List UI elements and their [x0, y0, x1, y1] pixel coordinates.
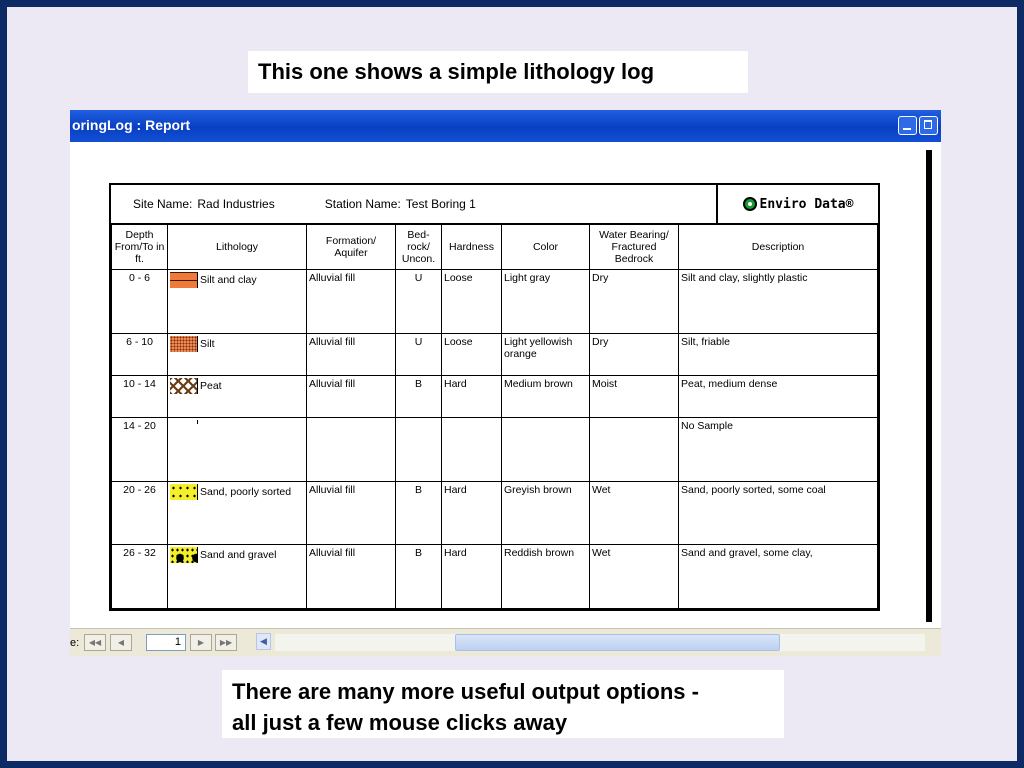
- color-cell: [502, 418, 590, 482]
- lithology-cell: Silt and clay: [200, 274, 257, 286]
- maximize-button[interactable]: [919, 116, 938, 135]
- navigation-bar: [70, 628, 941, 656]
- scroll-left-button[interactable]: ◀: [256, 633, 271, 650]
- depth-cell: 10 - 14: [112, 376, 168, 418]
- column-header: Color: [502, 225, 590, 270]
- table-header-row: [112, 225, 878, 270]
- color-cell: Greyish brown: [502, 482, 590, 545]
- caption-bottom-line2: all just a few mouse clicks away: [232, 710, 568, 735]
- column-header: Bed- rock/ Uncon.: [396, 225, 442, 270]
- first-page-button[interactable]: ◀◀: [84, 634, 106, 651]
- depth-cell: 0 - 6: [112, 270, 168, 334]
- page-label: e:: [70, 637, 80, 649]
- column-header: Hardness: [442, 225, 502, 270]
- table-row: [112, 376, 878, 418]
- color-cell: Reddish brown: [502, 545, 590, 609]
- description-cell: Peat, medium dense: [679, 376, 878, 418]
- formation-cell: Alluvial fill: [307, 270, 396, 334]
- hardness-cell: Hard: [442, 482, 502, 545]
- bedrock-cell: B: [396, 376, 442, 418]
- hardness-cell: Hard: [442, 545, 502, 609]
- next-page-button[interactable]: ▶: [190, 634, 212, 651]
- description-cell: Silt, friable: [679, 334, 878, 376]
- hardness-cell: Loose: [442, 270, 502, 334]
- bedrock-cell: [396, 418, 442, 482]
- formation-cell: Alluvial fill: [307, 482, 396, 545]
- table-row: [112, 270, 878, 334]
- depth-cell: 14 - 20: [112, 418, 168, 482]
- water-cell: Dry: [590, 270, 679, 334]
- formation-cell: Alluvial fill: [307, 545, 396, 609]
- logo-icon: [743, 197, 757, 211]
- water-cell: [590, 418, 679, 482]
- silt-clay-pattern: [170, 272, 198, 288]
- lithology-cell: Silt: [200, 338, 215, 350]
- column-header: Formation/ Aquifer: [307, 225, 396, 270]
- water-cell: Moist: [590, 376, 679, 418]
- page-number-input[interactable]: 1: [146, 634, 186, 651]
- hardness-cell: Loose: [442, 334, 502, 376]
- formation-cell: Alluvial fill: [307, 376, 396, 418]
- column-header: Water Bearing/ Fractured Bedrock: [590, 225, 679, 270]
- hardness-cell: [442, 418, 502, 482]
- table-row: [112, 545, 878, 609]
- site-name-label: Site Name:: [133, 197, 193, 211]
- bedrock-cell: B: [396, 482, 442, 545]
- color-cell: Medium brown: [502, 376, 590, 418]
- lithology-cell: Peat: [200, 380, 222, 392]
- caption-top: This one shows a simple lithology log: [248, 51, 748, 93]
- bedrock-cell: U: [396, 270, 442, 334]
- column-header: Depth From/To in ft.: [112, 225, 168, 270]
- depth-cell: 20 - 26: [112, 482, 168, 545]
- table-row: [112, 418, 878, 482]
- enviro-data-logo: [716, 185, 878, 223]
- column-header: Lithology: [168, 225, 307, 270]
- depth-cell: 6 - 10: [112, 334, 168, 376]
- formation-cell: Alluvial fill: [307, 334, 396, 376]
- window-title: oringLog : Report: [72, 117, 191, 133]
- scroll-thumb[interactable]: [455, 634, 780, 651]
- table-row: [112, 482, 878, 545]
- description-cell: Sand and gravel, some clay,: [679, 545, 878, 609]
- report-content: [70, 142, 925, 628]
- water-cell: Wet: [590, 482, 679, 545]
- report-header: [111, 185, 878, 224]
- description-cell: No Sample: [679, 418, 878, 482]
- report-window: [70, 110, 941, 656]
- bedrock-cell: B: [396, 545, 442, 609]
- station-name-value: Test Boring 1: [405, 197, 476, 211]
- last-page-button[interactable]: ▶▶: [215, 634, 237, 651]
- lithology-cell: [198, 420, 202, 424]
- silt-pattern: [170, 336, 198, 352]
- water-cell: Wet: [590, 545, 679, 609]
- previous-page-button[interactable]: ◀: [110, 634, 132, 651]
- peat-pattern: [170, 378, 198, 394]
- lithology-cell: Sand, poorly sorted: [200, 486, 292, 498]
- lithology-cell: Sand and gravel: [200, 549, 277, 561]
- caption-bottom-line1: There are many more useful output options -: [232, 679, 699, 704]
- color-cell: Light yellowish orange: [502, 334, 590, 376]
- table-row: [112, 334, 878, 376]
- vertical-scrollbar[interactable]: [926, 150, 932, 622]
- gravel-pattern: [170, 547, 198, 563]
- logo-text: Enviro Data®: [759, 196, 854, 212]
- color-cell: Light gray: [502, 270, 590, 334]
- caption-bottom: [222, 670, 784, 738]
- empty-pattern: [170, 420, 198, 424]
- bedrock-cell: U: [396, 334, 442, 376]
- sand-pattern: [170, 484, 198, 500]
- station-name-label: Station Name:: [324, 197, 401, 211]
- depth-cell: 26 - 32: [112, 545, 168, 609]
- formation-cell: [307, 418, 396, 482]
- water-cell: Dry: [590, 334, 679, 376]
- column-header: Description: [679, 225, 878, 270]
- title-bar[interactable]: [70, 110, 941, 142]
- site-name-value: Rad Industries: [197, 197, 275, 211]
- hardness-cell: Hard: [442, 376, 502, 418]
- horizontal-scrollbar[interactable]: [275, 634, 925, 651]
- description-cell: Silt and clay, slightly plastic: [679, 270, 878, 334]
- lithology-table: [111, 224, 878, 609]
- minimize-button[interactable]: [898, 116, 917, 135]
- description-cell: Sand, poorly sorted, some coal: [679, 482, 878, 545]
- boring-log-report: [109, 183, 880, 611]
